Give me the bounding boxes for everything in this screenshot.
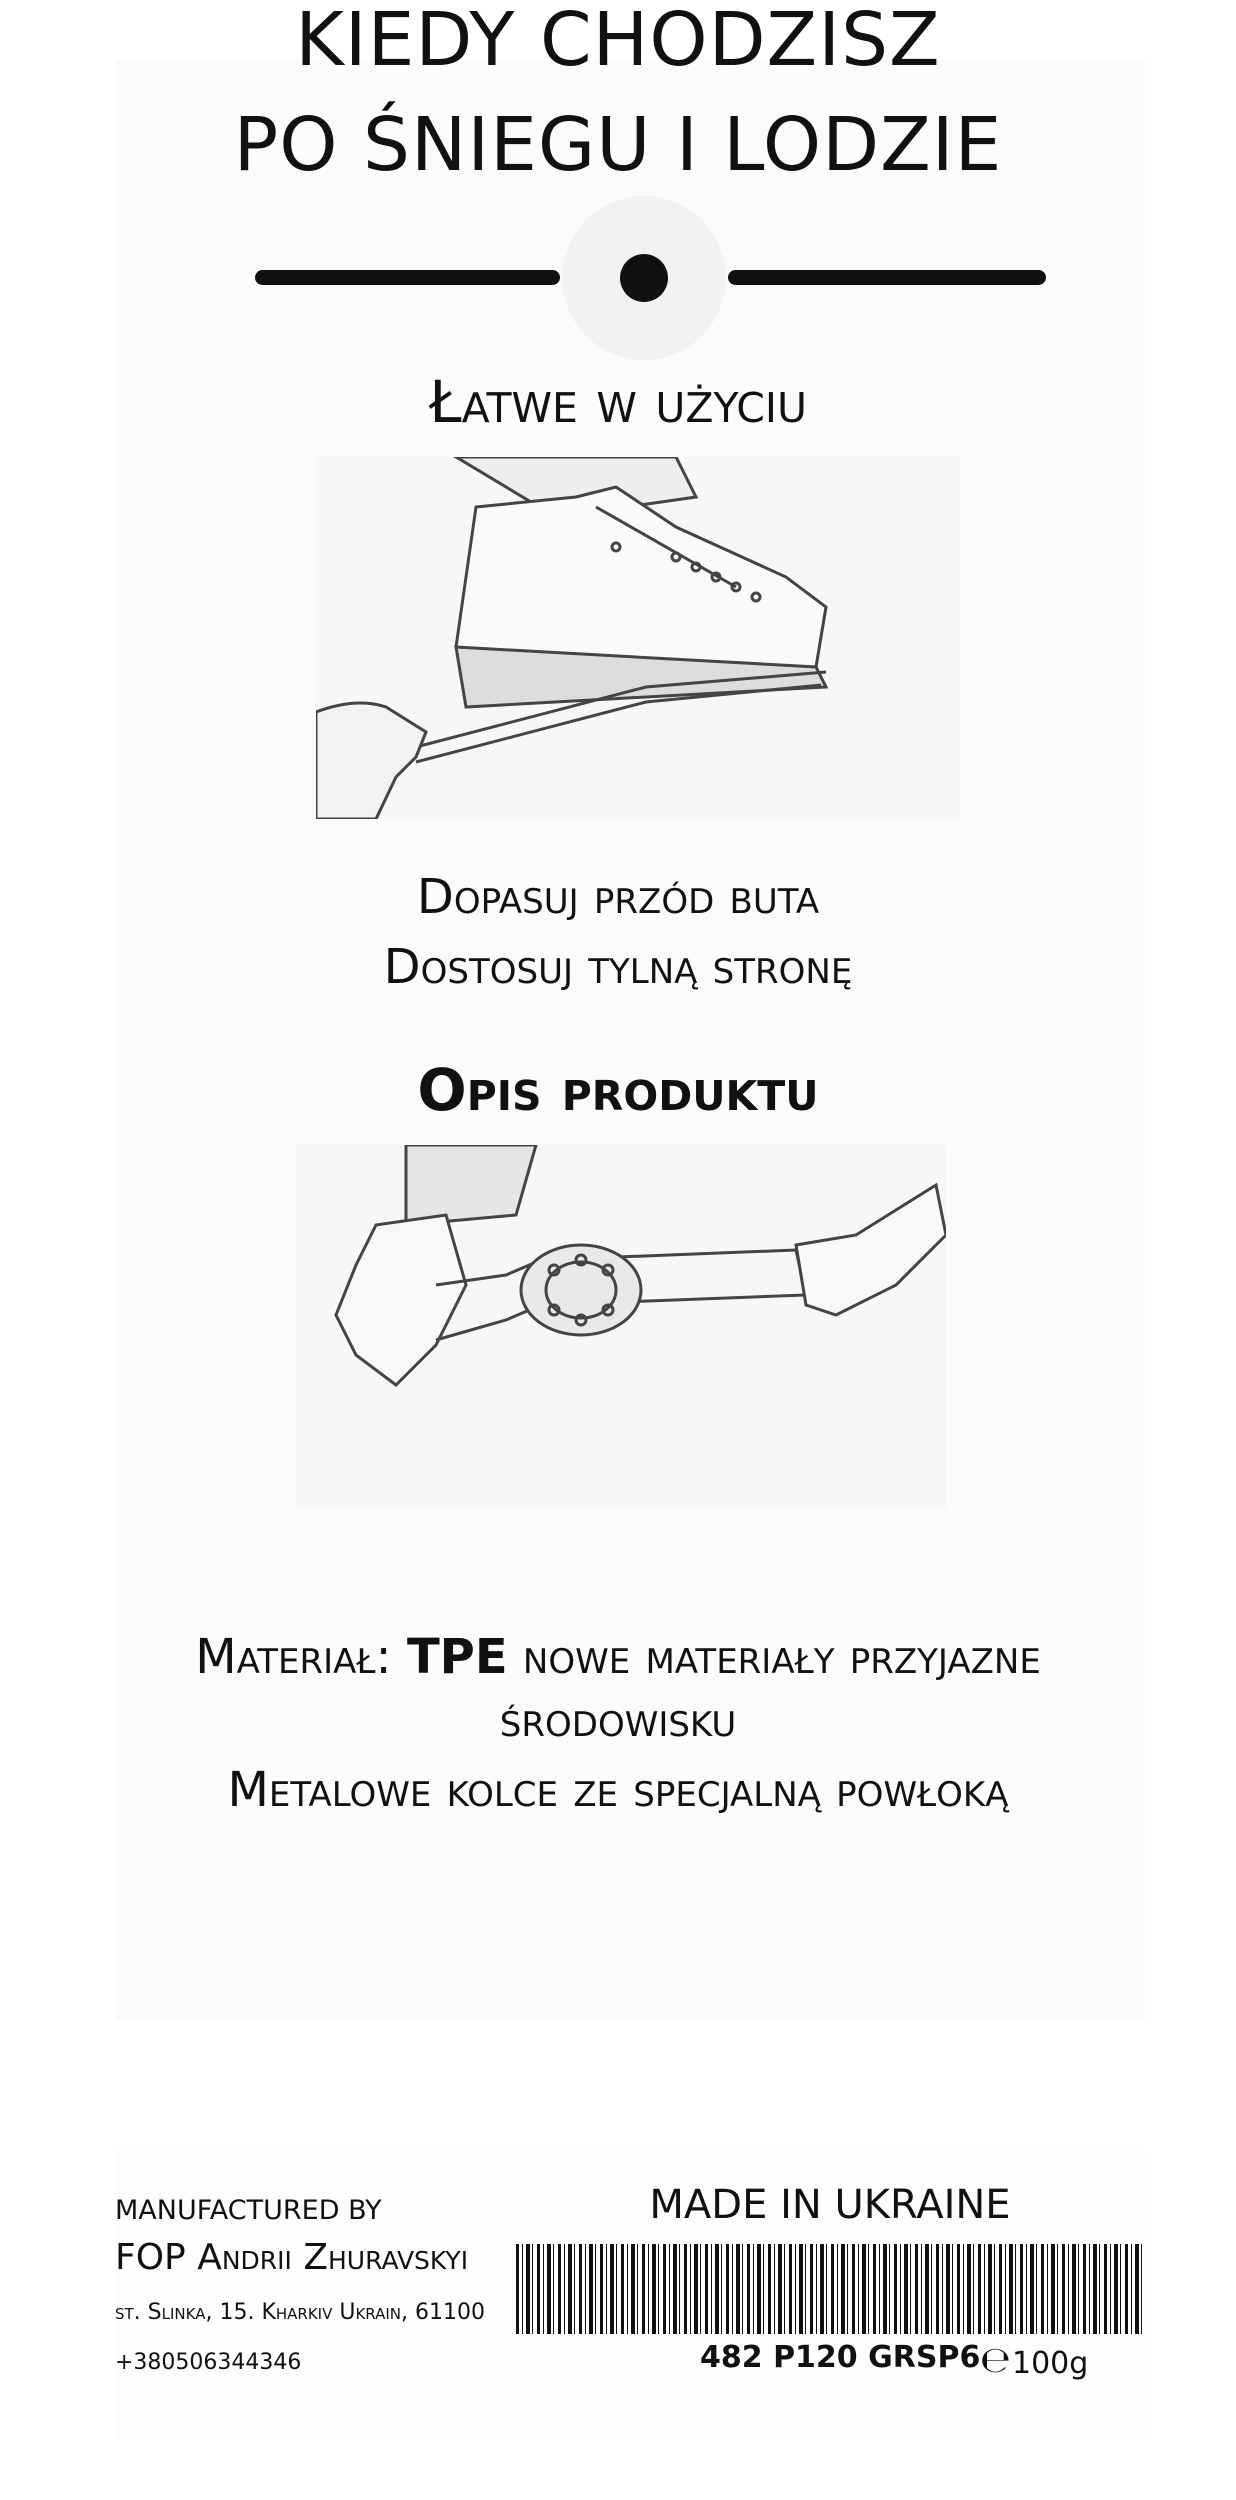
net-weight: 100g — [1012, 2346, 1089, 2381]
title-line-2: PO ŚNIEGU I LODZIE — [233, 102, 1003, 188]
manufactured-by-label: MANUFACTURED BY — [115, 2195, 382, 2226]
cleat-stretch-photo — [296, 1145, 946, 1510]
manufacturer-address: st. Slinka, 15. Kharkiv Ukrain, 61100 — [115, 2300, 485, 2325]
estimated-sign-icon: ℮ — [980, 2340, 1011, 2381]
divider-line-right — [728, 270, 1046, 285]
material-desc-continued: środowisku — [499, 1692, 737, 1748]
barcode-number: 482 P120 GRSP6 — [700, 2340, 981, 2375]
instruction-front: Dopasuj przód buta — [416, 869, 820, 925]
instruction-back: Dostosuj tylną stronę — [383, 939, 853, 995]
easy-to-use-heading: Łatwe w użyciu — [429, 368, 807, 436]
made-in-label: MADE IN UKRAINE — [649, 2182, 1011, 2228]
title-line-1: KIEDY CHODZISZ — [295, 0, 941, 83]
material-value: TPE — [406, 1629, 508, 1685]
divider-dot — [620, 254, 668, 302]
product-description-heading: Opis produktu — [417, 1056, 819, 1124]
divider-line-left — [255, 270, 560, 285]
material-desc: nowe materiały przyjazne — [522, 1629, 1041, 1685]
cleat-illustration — [296, 1145, 946, 1510]
material-line — [0, 1625, 1236, 1689]
material-label: Materiał: — [195, 1629, 392, 1685]
shoe-illustration — [316, 457, 961, 819]
shoe-cleat-photo — [316, 457, 961, 819]
metal-spikes-line: Metalowe kolce ze specjalną powłoką — [227, 1762, 1009, 1818]
manufacturer-name: FOP Andrii Zhuravskyi — [115, 2237, 469, 2278]
manufacturer-phone: +380506344346 — [115, 2350, 302, 2375]
barcode — [516, 2244, 1144, 2334]
